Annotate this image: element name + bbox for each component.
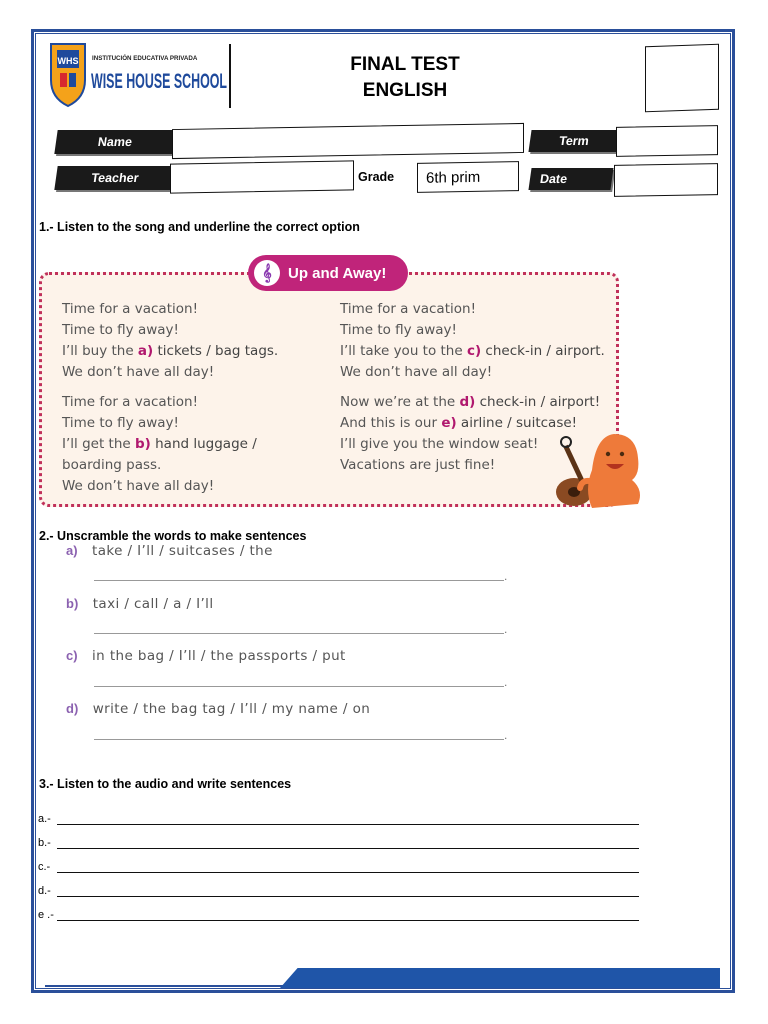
option-letter: c) — [466, 343, 482, 359]
scrambled-words: in the bag / I’ll / the passports / put — [92, 648, 346, 664]
grade-value: 6th prim — [426, 168, 481, 187]
grade-label: Grade — [358, 170, 395, 184]
option-letter: a) — [137, 343, 154, 359]
write-label: c.- — [38, 861, 51, 873]
write-label: e .- — [38, 909, 54, 921]
option-letter: b) — [134, 436, 151, 452]
song-line: We don’t have all day! — [340, 364, 493, 380]
song-line: I’ll give you the window seat! — [340, 436, 539, 452]
song-title-tag — [248, 255, 408, 291]
write-line[interactable] — [57, 824, 639, 825]
scrambled-words: write / the bag tag / I’ll / my name / on — [92, 701, 371, 717]
song-line: Time to fly away! — [62, 415, 179, 431]
footer-line — [45, 985, 285, 987]
song-line: I’ll buy the a) tickets / bag tags. — [62, 343, 279, 359]
line-period: . — [504, 622, 508, 636]
song-line: Time to fly away! — [340, 322, 457, 338]
song-line: We don’t have all day! — [62, 478, 215, 494]
date-label: Date — [528, 168, 613, 190]
term-label: Term — [528, 130, 619, 152]
song-line: Time for a vacation! — [340, 301, 476, 317]
logo-school-name: WISE HOUSE SCHOOL — [91, 70, 228, 93]
write-line[interactable] — [57, 920, 639, 921]
item-letter: d) — [66, 701, 79, 716]
logo-divider — [229, 44, 231, 108]
write-line[interactable] — [57, 896, 639, 897]
scramble-item — [66, 647, 346, 665]
section-1-title: 1.- Listen to the song and underline the correct option — [39, 220, 360, 234]
grade-field[interactable] — [417, 161, 519, 193]
date-field[interactable] — [614, 163, 718, 197]
scramble-item — [66, 595, 213, 613]
song-line: Time for a vacation! — [62, 394, 198, 410]
section-3-title: 3.- Listen to the audio and write sentences — [39, 777, 292, 791]
write-label: b.- — [38, 837, 51, 849]
section-2-title: 2.- Unscramble the words to make sentences — [39, 529, 307, 543]
item-letter: b) — [66, 596, 79, 611]
song-line: Time to fly away! — [62, 322, 179, 338]
song-line: I’ll get the b) hand luggage / — [62, 436, 257, 452]
write-label: a.- — [38, 813, 51, 825]
song-line: I’ll take you to the c) check-in / airport. — [340, 343, 605, 359]
scramble-item — [66, 542, 273, 560]
title-line-2: ENGLISH — [362, 80, 448, 101]
scramble-item — [66, 700, 370, 718]
item-letter: a) — [66, 543, 78, 558]
item-letter: c) — [66, 648, 78, 663]
song-title: Up and Away! — [288, 264, 387, 282]
write-line[interactable] — [57, 872, 639, 873]
footer-bar — [280, 968, 720, 988]
logo-letters: WHS — [57, 56, 79, 66]
option-letter: d) — [459, 394, 476, 410]
write-line[interactable] — [57, 848, 639, 849]
song-left-column — [62, 299, 278, 497]
line-period: . — [504, 728, 508, 742]
term-field[interactable] — [616, 125, 718, 157]
scrambled-words: taxi / call / a / I’ll — [92, 596, 214, 612]
song-line: boarding pass. — [62, 457, 162, 473]
school-logo — [48, 40, 233, 108]
guitar-character-illustration — [552, 430, 644, 510]
test-title — [320, 52, 490, 104]
answer-line[interactable] — [94, 580, 504, 581]
song-line: We don’t have all day! — [62, 364, 215, 380]
answer-line[interactable] — [94, 686, 504, 687]
song-line: Vacations are just fine! — [340, 457, 496, 473]
name-label: Name — [54, 130, 175, 154]
song-line: Time for a vacation! — [62, 301, 198, 317]
name-field[interactable] — [172, 123, 524, 159]
music-note-icon: 𝄞 — [254, 260, 280, 286]
line-period: . — [504, 569, 508, 583]
scrambled-words: take / I’ll / suitcases / the — [92, 543, 273, 559]
option-letter: e) — [441, 415, 457, 431]
write-label: d.- — [38, 885, 51, 897]
song-line: And this is our e) airline / suitcase! — [340, 415, 578, 431]
logo-small-text: INSTITUCIÓN EDUCATIVA PRIVADA — [92, 55, 198, 62]
title-line-1: FINAL TEST — [350, 54, 460, 75]
answer-line[interactable] — [94, 633, 504, 634]
answer-line[interactable] — [94, 739, 504, 740]
line-period: . — [504, 675, 508, 689]
photo-box — [645, 44, 719, 113]
teacher-label: Teacher — [54, 166, 175, 190]
teacher-field[interactable] — [170, 160, 354, 193]
song-line: Now we’re at the d) check-in / airport! — [340, 394, 601, 410]
